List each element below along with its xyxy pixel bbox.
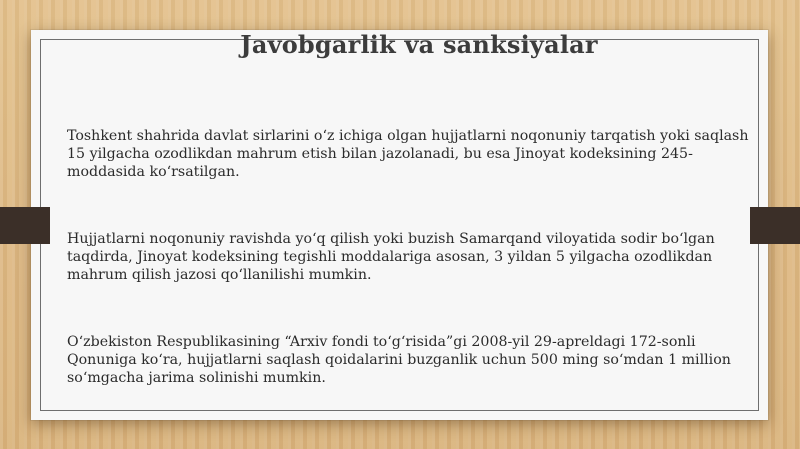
paragraph-1: Toshkent shahrida davlat sirlarini o‘z ichiga olgan hujjatlarni noqonuniy tarqatish yoki saqlash 15 yilgacha ozodlikdan mahrum etish bilan jazolanadi, bu esa Jinoyat kodeksining 245-moddasida ko‘rsatilgan. bbox=[67, 128, 749, 180]
paragraph-3: O‘zbekiston Respublikasining “Arxiv fondi to‘g‘risida”gi 2008-yil 29-apreldagi 172-sonli Qonuniga ko‘ra, hujjatlarni saqlash qoidalarini buzganlik uchun 500 ming so‘mdan 1 million so‘mgacha jarima solinishi mumkin. bbox=[67, 334, 731, 386]
left-edge-tab bbox=[0, 207, 50, 244]
paragraph-2: Hujjatlarni noqonuniy ravishda yo‘q qilish yoki buzish Samarqand viloyatida sodir bo‘lgan taqdirda, Jinoyat kodeksining tegishli moddalariga asosan, 3 yildan 5 yilgacha ozodlikdan mahrum qilish jazosi qo‘llanilishi mumkin. bbox=[67, 231, 715, 283]
slide-title: Javobgarlik va sanksiyalar bbox=[240, 30, 598, 59]
